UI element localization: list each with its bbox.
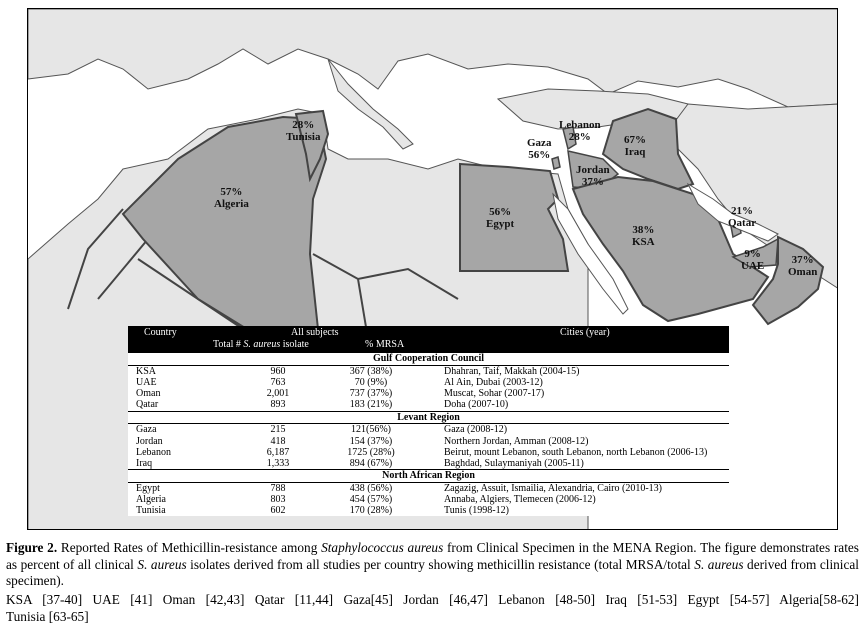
map-label-gaza: Gaza 56% (527, 137, 552, 161)
header-mrsa: % MRSA (365, 339, 405, 350)
header-cities: Cities (year) (560, 327, 610, 338)
map-figure (27, 8, 838, 530)
table-row (128, 494, 729, 505)
caption-text-4: derived from clinical specimen). (6, 556, 859, 588)
caption-species-3: S. aureus (694, 556, 744, 572)
table-region-header: Levant Region (128, 411, 729, 425)
cell-country: Gaza (136, 424, 157, 436)
cell-country: KSA (136, 365, 157, 377)
gaza-region (552, 157, 560, 169)
table-row (128, 458, 729, 469)
cell-cities: Dhahran, Taif, Makkah (2004-15) (444, 365, 580, 377)
map-label-uae: 9% UAE (741, 248, 765, 272)
cell-cities: Muscat, Sohar (2007-17) (444, 388, 545, 400)
cell-country: Algeria (136, 494, 166, 506)
caption-species-1: Staphylococcus aureus (321, 540, 444, 555)
figure-label: Figure 2. (6, 540, 58, 555)
cell-mrsa: 154 (37%) (349, 435, 393, 447)
table-body (128, 352, 729, 516)
cell-country: UAE (136, 376, 157, 388)
map-label-iraq: 67% Iraq (624, 134, 646, 158)
cell-mrsa: 367 (38%) (349, 365, 393, 377)
references-line-2: Tunisia [63-65] (6, 609, 89, 624)
cell-mrsa: 70 (9%) (354, 376, 388, 388)
map-label-jordan: Jordan 37% (576, 164, 610, 188)
table-row (128, 447, 729, 458)
table-row (128, 399, 729, 410)
cell-total: 1,333 (266, 457, 290, 469)
figure-caption (6, 540, 859, 590)
table-row (128, 424, 729, 435)
caption-species-2: S. aureus (137, 556, 187, 572)
map-label-qatar: 21% Qatar (728, 205, 757, 229)
cell-total: 788 (270, 482, 286, 494)
table-row (128, 505, 729, 516)
cell-total: 803 (270, 494, 286, 506)
cell-total: 6,187 (266, 446, 290, 458)
cell-cities: Northern Jordan, Amman (2008-12) (444, 435, 589, 447)
header-country: Country (144, 327, 177, 338)
table-row (128, 377, 729, 388)
cell-total: 418 (270, 435, 286, 447)
cell-mrsa: 454 (57%) (349, 494, 393, 506)
cell-cities: Baghdad, Sulaymaniyah (2005-11) (444, 457, 584, 469)
cell-country: Egypt (136, 482, 160, 494)
header-total-isolate: Total # S. aureus isolate (213, 339, 309, 350)
cell-country: Jordan (136, 435, 163, 447)
map-label-oman: 37% Oman (788, 254, 818, 278)
cell-cities: Al Ain, Dubai (2003-12) (444, 376, 543, 388)
cell-total: 893 (270, 399, 286, 411)
table-row (128, 436, 729, 447)
cell-country: Qatar (136, 399, 159, 411)
map-label-tunisia: 28% Tunisia (286, 119, 321, 143)
cell-cities: Tunis (1998-12) (444, 505, 509, 517)
cell-country: Oman (136, 388, 161, 400)
cell-mrsa: 737 (37%) (349, 388, 393, 400)
caption-text-2: from Clinical Specimen in the MENA Region. The figure demonstrates rates as percent of all clinical (6, 540, 859, 572)
cell-mrsa: 438 (56%) (349, 482, 393, 494)
map-label-ksa: 38% KSA (632, 224, 655, 248)
cell-cities: Doha (2007-10) (444, 399, 509, 411)
table-region-header: Gulf Cooperation Council (128, 352, 729, 366)
cell-country: Iraq (136, 457, 153, 469)
map-label-algeria: 57% Algeria (214, 186, 249, 210)
cell-country: Lebanon (136, 446, 171, 458)
cell-cities: Gaza (2008-12) (444, 424, 508, 436)
references-line-1: KSA [37-40] UAE [41] Oman [42,43] Qatar [11,44] Gaza[45] Jordan [46,47] Lebanon [48-50] Iraq [51-53] Egypt [54-57] Algeria[58-62] (6, 592, 859, 607)
table-header (128, 326, 729, 352)
cell-total: 602 (270, 505, 286, 517)
mrsa-table (128, 326, 729, 516)
cell-cities: Annaba, Algiers, Tlemecen (2006-12) (444, 494, 596, 506)
cell-mrsa: 894 (67%) (349, 457, 393, 469)
caption-text-1: Reported Rates of Methicillin-resistance among (57, 540, 322, 555)
cell-total: 215 (270, 424, 286, 436)
table-row (128, 366, 729, 377)
cell-mrsa: 170 (28%) (349, 505, 393, 517)
caption-text-3: isolates derived from all studies per country showing methicillin resistance (total MRSA/total (186, 556, 695, 572)
table-row (128, 483, 729, 494)
cell-cities: Zagazig, Assuit, Ismailia, Alexandria, Cairo (2010-13) (444, 482, 663, 494)
table-row (128, 388, 729, 399)
table-region-header: North African Region (128, 469, 729, 483)
cell-country: Tunisia (136, 505, 166, 517)
cell-mrsa: 121(56%) (351, 424, 391, 436)
cell-total: 763 (270, 376, 286, 388)
cell-cities: Beirut, mount Lebanon, south Lebanon, north Lebanon (2006-13) (444, 446, 708, 458)
cell-total: 960 (270, 365, 286, 377)
map-label-lebanon: Lebanon 28% (559, 119, 601, 143)
cell-mrsa: 183 (21%) (349, 399, 393, 411)
cell-mrsa: 1725 (28%) (347, 446, 395, 458)
header-all-subjects: All subjects (291, 327, 339, 338)
map-label-egypt: 56% Egypt (486, 206, 515, 230)
cell-total: 2,001 (266, 388, 290, 400)
